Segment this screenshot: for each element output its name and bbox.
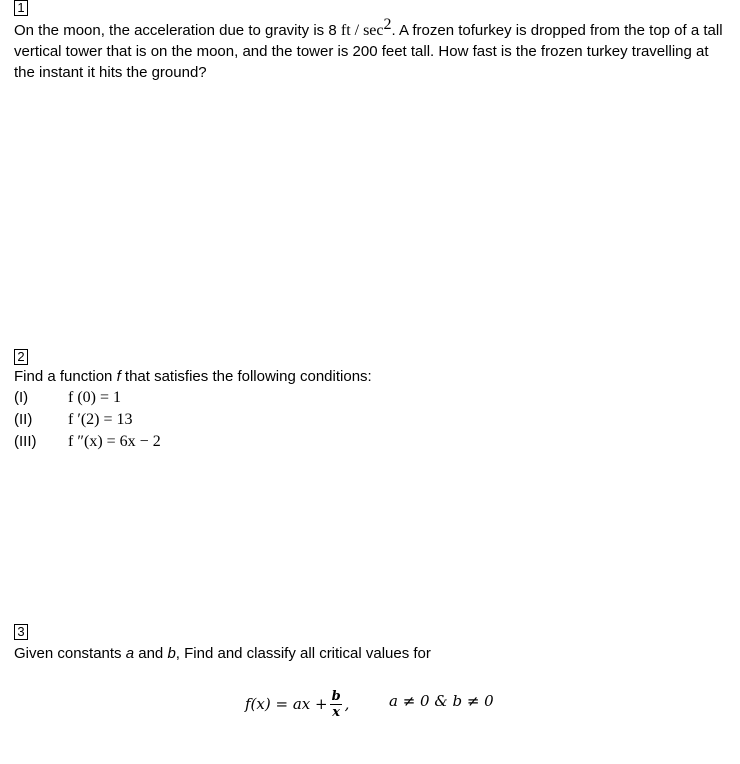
condition-2 bbox=[14, 409, 133, 430]
fraction-b-over-x bbox=[330, 689, 343, 720]
condition-3-label: (III) bbox=[14, 433, 37, 450]
condition-1 bbox=[14, 387, 121, 408]
condition-1-expr: f (0) = 1 bbox=[68, 389, 122, 406]
problem-number-1: 1 bbox=[14, 0, 28, 16]
problem-3-text-part1: Given constants bbox=[14, 645, 126, 662]
constant-b: b bbox=[167, 645, 176, 662]
gravity-unit: ft / sec bbox=[340, 22, 384, 39]
fraction-numerator: b bbox=[331, 688, 341, 704]
fraction-denominator: x bbox=[332, 704, 340, 720]
constant-a: a bbox=[125, 645, 135, 662]
problem-1-text-part2: . A frozen tofurkey is dropped from the top of a tall vertical tower that is on the moon, and the tower is 200 feet tall. How fast is the frozen turkey travelling at the instant it hits the ground? bbox=[14, 22, 723, 81]
problem-2-intro bbox=[14, 366, 726, 387]
problem-3-text-and: and bbox=[134, 645, 168, 662]
problem-2-intro-part1: Find a function bbox=[14, 368, 117, 385]
problem-2-intro-part2: that satisfies the following conditions: bbox=[120, 368, 372, 385]
problem-3-text-part2: , Find and classify all critical values for bbox=[175, 645, 431, 662]
condition-3 bbox=[14, 431, 161, 452]
problem-number-2: 2 bbox=[14, 349, 28, 365]
formula-comma: , bbox=[344, 695, 350, 713]
condition-1-label: (I) bbox=[14, 389, 29, 406]
constants-condition: a ≠ 0 & b ≠ 0 bbox=[389, 692, 494, 710]
condition-3-expr: f ″(x) = 6x − 2 bbox=[68, 433, 161, 450]
problem-number-3: 3 bbox=[14, 624, 28, 640]
problem-1-text bbox=[14, 14, 726, 83]
formula-lhs: f(x) = ax + bbox=[245, 695, 328, 713]
problem-3-text bbox=[14, 643, 726, 664]
problem-1-text-part1: On the moon, the acceleration due to gravity is 8 bbox=[14, 22, 341, 39]
function-formula bbox=[245, 684, 349, 724]
condition-2-expr: f ′(2) = 13 bbox=[68, 411, 133, 428]
problem-2-function-name: f bbox=[116, 368, 121, 385]
gravity-unit-exponent: 2 bbox=[383, 16, 392, 33]
condition-2-label: (II) bbox=[14, 411, 33, 428]
